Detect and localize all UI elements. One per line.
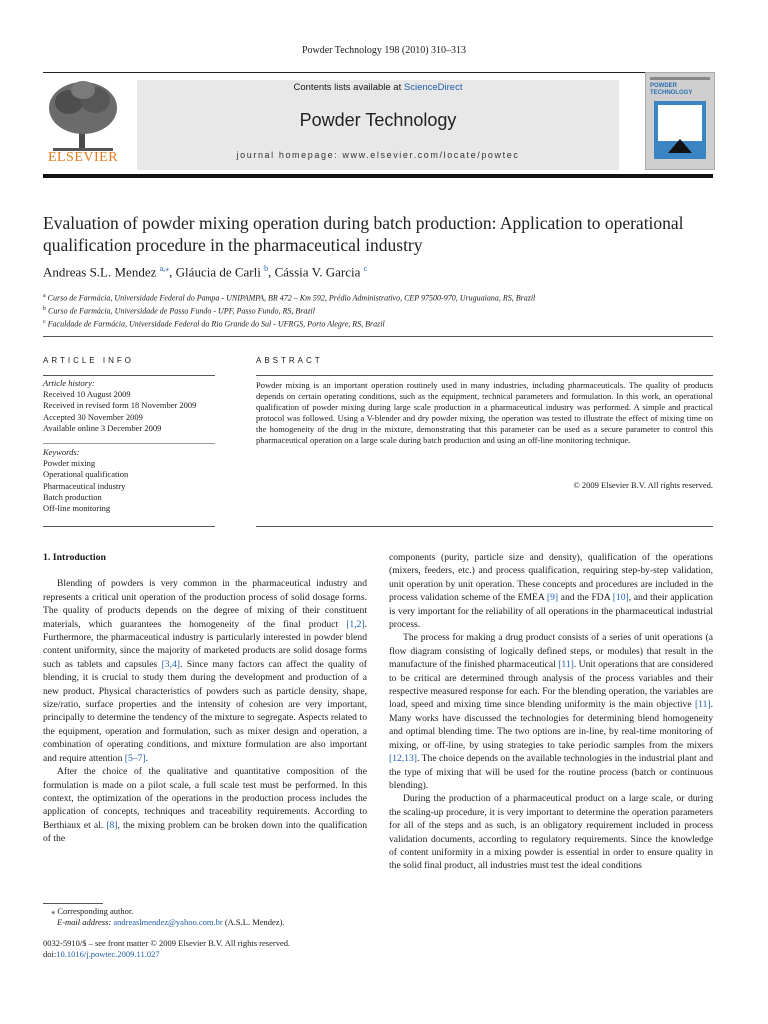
email-link[interactable]: andreaslmendez@yahoo.com.br <box>113 917 223 927</box>
history-label: Article history: <box>43 378 95 388</box>
abstract-copyright: © 2009 Elsevier B.V. All rights reserved. <box>573 480 713 490</box>
reference-link[interactable]: [3,4] <box>161 658 180 670</box>
reference-link[interactable]: [5–7] <box>124 752 146 764</box>
affiliation-item: $^b$ Curso de Farmácia, Universidade de Passo Fundo - UPF, Passo Fundo, RS, Brazil <box>43 306 315 316</box>
journal-cover <box>645 72 715 170</box>
footnote-divider <box>43 903 103 904</box>
issn-line: 0032-5910/$ – see front matter © 2009 Elsevier B.V. All rights reserved. <box>43 938 291 948</box>
header-divider <box>43 72 713 73</box>
contents-prefix: Contents lists available at <box>293 82 404 93</box>
section-heading: 1. Introduction <box>43 552 106 563</box>
journal-citation: Powder Technology 198 (2010) 310–313 <box>301 45 467 56</box>
history-item: Received 10 August 2009 <box>43 389 131 400</box>
paragraph: Blending of powders is very common in the pharmaceutical industry and represents a critical unit operation of the production process of solid dosage forms. The quality of products depends on the degree of mixing of their constituent materials, which guarantees the homogeneity of the final product [1,2]. Furthermore, the pharmaceutical industry is particularly interested in powder blend content uniformity, since the majority of marketed products are solid dosage forms such as tablets and capsules [3,4]. Since many factors can affect the quality of blending, it is crucial to study them during the development and production of a new product. Physical characteristics of powders such as particle density, shape, size/ratio, surface properties and the intensity of cohesion are very important, principally to determine the tendency of the mixture to segregate. Aspects related to the equipment, operation and formulation, such as mixer design and operation, a combination of operating conditions, and mixture formulation are also important and require attention [5–7]. <box>43 578 367 764</box>
header-thick-divider <box>43 174 713 178</box>
history-item: Available online 3 December 2009 <box>43 422 162 433</box>
divider <box>256 375 713 376</box>
history-item: Accepted 30 November 2009 <box>43 411 143 422</box>
divider <box>43 375 215 376</box>
cover-title: POWDER TECHNOLOGY <box>650 83 693 96</box>
sciencedirect-link[interactable]: ScienceDirect <box>403 82 463 93</box>
reference-link[interactable]: [9] <box>546 592 559 604</box>
reference-link[interactable]: [1,2] <box>346 618 365 630</box>
reference-link[interactable]: [11] <box>558 659 574 671</box>
cover-image <box>654 101 706 159</box>
paragraph: components (purity, particle size and density), qualification of the operations (mixers, feeders, etc.) and process qualification, requiring step-by-step validation, unit operation by unit operation. These concepts and procedures are included in the process validation scheme of the EMEA [9] and the FDA [10], and their application is very important for the reliability of all operations in the pharmaceutical industrial process. <box>389 552 713 631</box>
doi-line: doi:10.1016/j.powtec.2009.11.027 <box>43 949 160 959</box>
elsevier-logo <box>43 78 123 170</box>
divider <box>256 526 713 527</box>
elsevier-wordmark: ELSEVIER <box>47 150 119 165</box>
journal-homepage[interactable]: journal homepage: www.elsevier.com/locate/powtec <box>236 150 520 160</box>
article-info-heading: ARTICLE INFO <box>43 356 134 365</box>
abstract-heading: ABSTRACT <box>256 356 323 365</box>
footnote <box>43 906 373 928</box>
body-left-column <box>43 551 367 846</box>
paragraph: During the production of a pharmaceutical product on a large scale, or during the scaling-up procedure, it is very important to determine the operation parameters for all of the steps and as such, is an obligatory requirement included in process validation documents, according to regulatory requirements. Since the knowledge of content uniformity in a mixing powder is essential in order to ensure quality in the solid final product, all industries must test the ideal conditions <box>389 793 713 872</box>
author-name[interactable]: Andreas S.L. Mendez <box>43 264 160 280</box>
section-divider <box>43 336 713 337</box>
reference-link[interactable]: [10] <box>612 592 629 604</box>
author-list: Andreas S.L. Mendez $^{a,⁎}$, Gláucia de Carli $^b$, Cássia V. Garcia $^c$ <box>43 264 368 280</box>
publication-info <box>43 938 373 960</box>
author-name[interactable]: Cássia V. Garcia <box>274 264 364 280</box>
body-right-column <box>389 551 713 873</box>
affiliation-item: $^a$ Curso de Farmácia, Universidade Federal do Pampa - UNIPAMPA, BR 472 – Km 592, Prédio Administrativo, CEP 97500-970, Uruguaiana, RS, Brazil <box>43 293 536 303</box>
divider <box>43 443 215 444</box>
contents-line <box>137 82 619 93</box>
author-affiliation-mark[interactable]: b <box>264 264 269 273</box>
doi-link[interactable]: 10.1016/j.powtec.2009.11.027 <box>56 949 160 959</box>
keywords-label: Keywords: <box>43 447 80 457</box>
keyword-item: Pharmaceutical industry <box>43 480 126 491</box>
article-history <box>43 378 218 434</box>
paragraph: The process for making a drug product consists of a series of unit operations (a flow diagram consisting of logically defined steps, or modules) that result in the manufacture of the finished pharmaceutical [11]. Unit operations that are considered to be critical are determined through analysis of the process variables and their respective measured response for each. For the blending operation, the variables are load, speed and mixing time since blending uniformity is the main objective [11]. Many works have discussed the technologies for determining blend homogeneity and optimal blending time. The two options are in-line, by real-time monitoring of mixing, or off-line, by using strategies to take periodic samples from the mixers [12,13]. The choice depends on the available technologies in the industrial plant and the type of mixing that will be used for the routine process (batch or continuous blending). <box>389 632 713 791</box>
keywords <box>43 447 218 514</box>
reference-link[interactable]: [12,13] <box>389 753 417 765</box>
email-line: E-mail address: andreaslmendez@yahoo.com.br (A.S.L. Mendez). <box>57 917 285 927</box>
author-affiliation-mark[interactable]: c <box>363 264 368 273</box>
article-title: Evaluation of powder mixing operation during batch production: Application to operational qualification procedure in the pharmaceutical industry <box>43 213 684 255</box>
affiliations <box>43 291 723 330</box>
divider <box>43 526 215 527</box>
reference-link[interactable]: [11] <box>694 699 711 711</box>
corresponding-author-note: ⁎ Corresponding author. <box>51 906 134 916</box>
paragraph: After the choice of the qualitative and quantitative composition of the formulation is made on a pilot scale, a full scale test must be performed. In this context, the optimization of the operations in the production process includes the application of concepts, techniques and traceability requirements. According to Berthiaux et al. [8], the mixing problem can be broken down into the qualification of the <box>43 766 367 845</box>
keyword-item: Batch production <box>43 491 102 502</box>
author-affiliation-mark[interactable]: a,⁎ <box>159 264 170 273</box>
keyword-item: Off-line monitoring <box>43 503 111 514</box>
cover-graphic-icon <box>654 101 706 159</box>
affiliation-item: $^c$ Faculdade de Farmácia, Universidade Federal do Rio Grande do Sul - UFRGS, Porto Alegre, RS, Brazil <box>43 319 385 329</box>
author-name[interactable]: Gláucia de Carli <box>175 264 265 280</box>
abstract-text: Powder mixing is an important operation routinely used in many industries, including pharmaceuticals. The quality of products depends on certain operating conditions, such as the equipment, technical parameters and formulation. In this work, an operational qualification of powder mixing during large scale production in a pharmaceutical industry was performed. A simple and practical protocol was followed. Using a V-blender and dry powder mixing, the operation was tested to illustrate the effect of mixing time on the homogeneity of the drug in the mixture, demonstrating that this parameter can be used as a secure parameter to control this pharmaceutical operation on a large scale during batch production and using an off-line monitoring technique. <box>256 380 713 445</box>
history-item: Received in revised form 18 November 2009 <box>43 400 197 411</box>
keyword-item: Powder mixing <box>43 458 96 469</box>
reference-link[interactable]: [8] <box>106 819 118 831</box>
journal-name: Powder Technology <box>299 110 457 130</box>
keyword-item: Operational qualification <box>43 469 129 480</box>
